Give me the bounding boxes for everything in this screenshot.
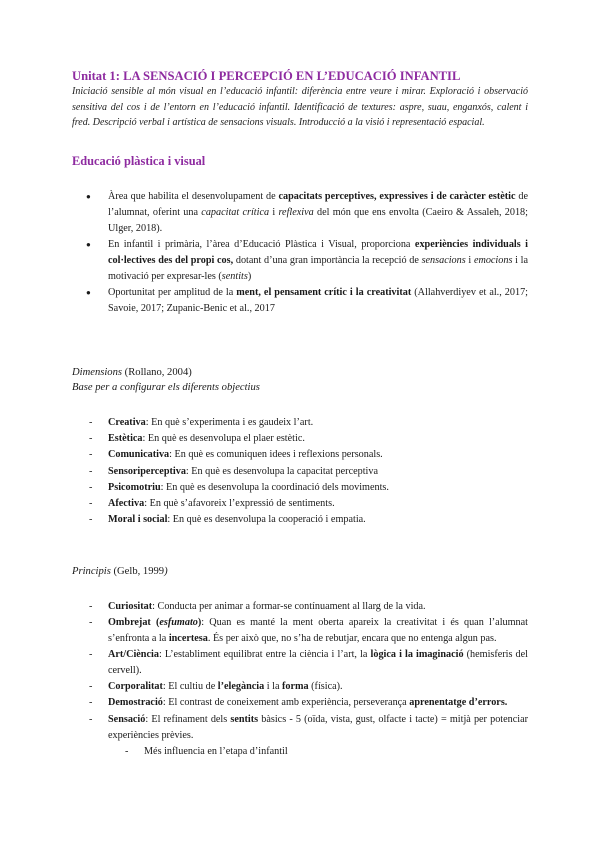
list-item: - Moral i social: En què es desenvolupa la cooperació i empatia. <box>108 512 528 528</box>
list-item: - Demostració: El contrast de coneixement amb experiència, perseverança aprenentatge d’errors. <box>108 695 528 711</box>
unit-intro: Iniciació sensible al món visual en l’educació infantil: diferència entre veure i mirar. Exploració i observació sensitiva del cos i de l’entorn en l’educació infantil. Identificació de textures: aspre, suau, enganxós, calent i fred. Descripció verbal i artística de sensacions visuals. Introducció a la visió i representació espacial. <box>72 86 528 128</box>
list-item: - Ombrejat (esfumato): Quan es manté la ment oberta apareix la creativitat i és quan l’alumnat s’enfronta a la incertesa. És per això que, no s’ha de rebutjar, encara que no entenga algun pas. <box>108 615 528 647</box>
bullet-list <box>72 189 528 318</box>
dimensions-heading: Dimensions (Rollano, 2004) <box>72 367 192 379</box>
bullet-item: ● En infantil i primària, l’àrea d’Educació Plàstica i Visual, proporciona experiències individuals i col·lectives des del propi cos, dotant d’una gran importància la recepció de sensacions i emocions i la motivació per expresar-les (sentits) <box>108 237 528 285</box>
list-item: - Corporalitat: El cultiu de l’elegància i la forma (física). <box>108 679 528 695</box>
list-item: - Sensoriperceptiva: En què es desenvolupa la capacitat perceptiva <box>108 464 528 480</box>
principis-list <box>72 599 528 744</box>
dimensions-list <box>72 415 528 528</box>
section-title: Educació plàstica i visual <box>72 153 206 168</box>
list-item: - Comunicativa: En què es comuniquen idees i reflexions personals. <box>108 447 528 463</box>
bullet-item: ● Oportunitat per amplitud de la ment, el pensament crític i la creativitat (Allahverdiyev et al., 2017; Savoie, 2017; Zupanic-Benic et al., 2017 <box>108 285 528 317</box>
list-item: - Sensació: El refinament dels sentits bàsics - 5 (oïda, vista, gust, olfacte i tacte) = mitjà per potenciar experiències prèvies. <box>108 712 528 744</box>
bullet-item: ● Àrea que habilita el desenvolupament de capacitats perceptives, expressives i de caràcter estètic de l’alumnat, oferint una capacitat crítica i reflexiva del món que ens envolta (Caeiro & Assaleh, 2018; Ulger, 2018). <box>108 189 528 237</box>
list-item: - Curiositat: Conducta per animar a formar-se contínuament al llarg de la vida. <box>108 599 528 615</box>
list-item: - Estètica: En què es desenvolupa el plaer estètic. <box>108 431 528 447</box>
list-item: - Art/Ciència: L’establiment equilibrat entre la ciència i l’art, la lògica i la imaginació (hemisferis del cervell). <box>108 647 528 679</box>
principis-heading: Principis (Gelb, 1999) <box>72 565 168 577</box>
unit-title: Unitat 1: LA SENSACIÓ I PERCEPCIÓ EN L’EDUCACIÓ INFANTIL <box>72 69 461 83</box>
list-item: - Més influencia en l’etapa d’infantil <box>144 744 528 760</box>
list-item: - Psicomotriu: En què es desenvolupa la coordinació dels moviments. <box>108 480 528 496</box>
document-page <box>72 68 528 760</box>
principis-sublist <box>72 744 528 760</box>
list-item: - Afectiva: En què s’afavoreix l’expressió de sentiments. <box>108 496 528 512</box>
dimensions-subtitle: Base per a configurar els diferents objectius <box>72 382 260 394</box>
list-item: - Creativa: En què s’experimenta i es gaudeix l’art. <box>108 415 528 431</box>
